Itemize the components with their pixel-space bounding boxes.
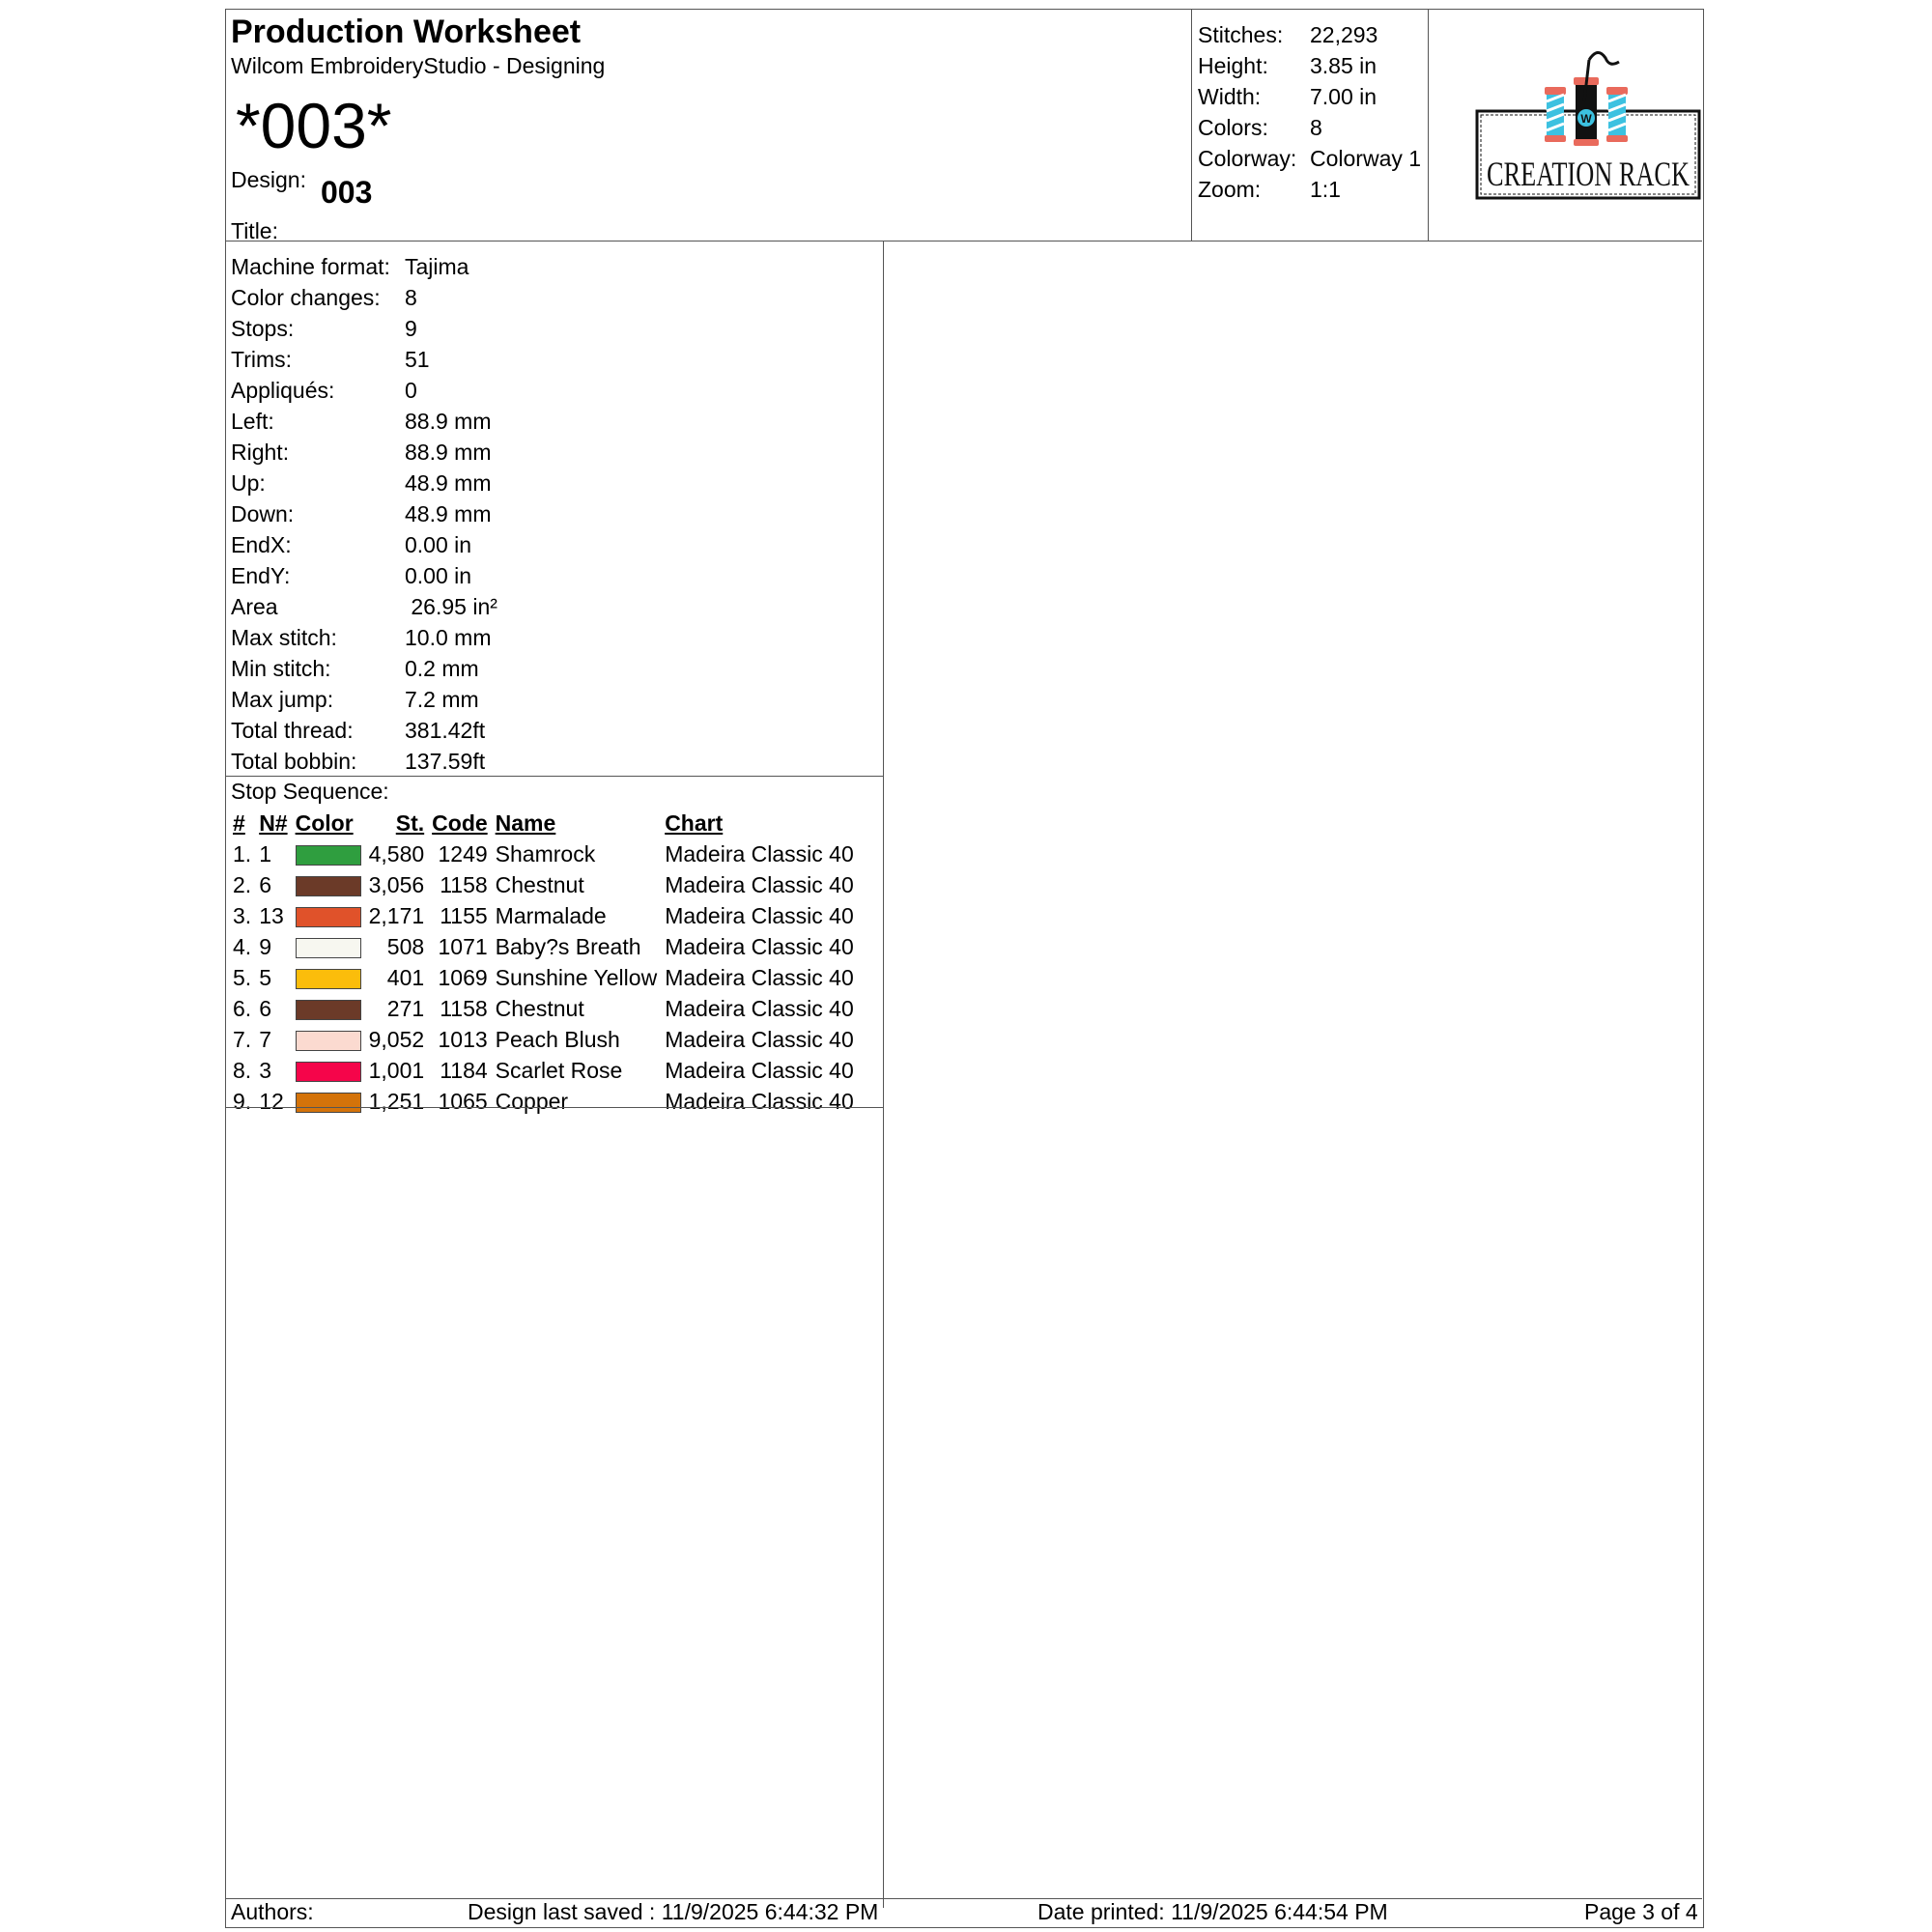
stat-value: 7.00 in (1310, 84, 1378, 109)
info-row (231, 529, 497, 560)
info-row (231, 406, 497, 437)
table-row (229, 993, 858, 1024)
header-divider-right (1428, 10, 1429, 241)
cell-color (292, 1024, 365, 1055)
color-swatch (296, 969, 361, 989)
cell-stitches: 9,052 (368, 1026, 425, 1052)
info-bottom-rule (226, 776, 884, 777)
table-row (229, 1024, 858, 1055)
info-row (231, 313, 497, 344)
cell-num: 6. (233, 995, 252, 1021)
cell-name: Baby?s Breath (495, 933, 641, 959)
cell-needle: 6 (259, 871, 271, 897)
info-value: 7.2 mm (405, 687, 479, 712)
color-swatch (296, 1031, 361, 1051)
col-header-stitches: St. (395, 810, 425, 836)
col-header-name: Name (495, 810, 556, 836)
info-label: Color changes: (231, 285, 381, 310)
stat-row (1198, 50, 1421, 81)
cell-chart: Madeira Classic 40 (665, 840, 854, 867)
info-row (231, 684, 497, 715)
cell-stitches: 3,056 (368, 871, 425, 897)
info-row (231, 560, 497, 591)
needle-thread-icon (1589, 52, 1619, 64)
info-label: Up: (231, 470, 266, 496)
cell-name: Copper (495, 1088, 569, 1114)
stat-row (1198, 143, 1421, 174)
cell-num: 5. (233, 964, 252, 990)
footer-top-rule (226, 1898, 1702, 1899)
cell-color (292, 962, 365, 993)
stop-sequence-table (229, 808, 858, 1117)
info-label: Trims: (231, 347, 293, 372)
info-label: EndY: (231, 563, 291, 588)
design-value: 003 (321, 175, 373, 210)
info-label: Machine format: (231, 254, 390, 279)
stat-label: Zoom: (1198, 177, 1262, 202)
info-row (231, 715, 497, 746)
logo-wordmark: CREATION RACK (1487, 155, 1690, 193)
stat-value: 3.85 in (1310, 53, 1378, 78)
table-header-row (229, 808, 858, 838)
stat-value: 1:1 (1310, 177, 1341, 202)
info-label: Stops: (231, 316, 295, 341)
table-row (229, 869, 858, 900)
info-value: 0.2 mm (405, 656, 479, 681)
cell-num: 4. (233, 933, 252, 959)
worksheet-page (225, 9, 1704, 1928)
info-row (231, 437, 497, 468)
info-row (231, 746, 497, 777)
table-row (229, 1086, 858, 1117)
cell-needle: 5 (259, 964, 271, 990)
stat-row (1198, 19, 1421, 50)
table-row (229, 900, 858, 931)
title-label: Title: (231, 218, 278, 243)
cell-chart: Madeira Classic 40 (665, 933, 854, 959)
machine-info (231, 251, 497, 777)
stat-label: Width: (1198, 84, 1262, 109)
cell-chart: Madeira Classic 40 (665, 1057, 854, 1083)
info-value: 10.0 mm (405, 625, 492, 650)
info-label: Total bobbin: (231, 749, 357, 774)
col-header-chart: Chart (665, 810, 724, 836)
cell-num: 1. (233, 840, 252, 867)
cell-color (292, 993, 365, 1024)
info-label: Down: (231, 501, 295, 526)
cell-stitches: 508 (386, 933, 425, 959)
info-label: Min stitch: (231, 656, 331, 681)
cell-code: 1249 (438, 840, 488, 867)
color-swatch (296, 876, 361, 896)
spool-left-icon (1545, 87, 1566, 142)
stat-row (1198, 174, 1421, 205)
info-value: 48.9 mm (405, 501, 492, 526)
footer-last-saved: Design last saved : 11/9/2025 6:44:32 PM (468, 1899, 879, 1924)
info-value: 137.59ft (405, 749, 486, 774)
info-value: Tajima (405, 254, 469, 279)
cell-stitches: 271 (386, 995, 425, 1021)
info-value: 0 (405, 378, 417, 403)
info-label: Total thread: (231, 718, 354, 743)
cell-code: 1065 (438, 1088, 488, 1114)
info-row (231, 653, 497, 684)
info-value: 0.00 in (405, 532, 472, 557)
sequence-bottom-rule (226, 1107, 884, 1108)
info-value: 51 (405, 347, 430, 372)
cell-name: Scarlet Rose (495, 1057, 623, 1083)
color-swatch (296, 907, 361, 927)
cell-code: 1071 (438, 933, 488, 959)
cell-name: Chestnut (495, 995, 584, 1021)
cell-needle: 6 (259, 995, 271, 1021)
cell-num: 9. (233, 1088, 252, 1114)
info-label: Left: (231, 409, 274, 434)
info-row (231, 251, 497, 282)
cell-color (292, 931, 365, 962)
info-row (231, 375, 497, 406)
stat-label: Colorway: (1198, 146, 1297, 171)
stat-row (1198, 81, 1421, 112)
info-label: Area (231, 594, 278, 619)
stat-label: Height: (1198, 53, 1268, 78)
info-row (231, 591, 497, 622)
cell-needle: 7 (259, 1026, 271, 1052)
info-value: 9 (405, 316, 417, 341)
color-swatch (296, 845, 361, 866)
color-swatch (296, 938, 361, 958)
info-value: 0.00 in (405, 563, 472, 588)
stat-label: Stitches: (1198, 22, 1284, 47)
info-row (231, 344, 497, 375)
info-value: 48.9 mm (405, 470, 492, 496)
cell-color (292, 869, 365, 900)
info-value: 26.95 in² (405, 594, 497, 619)
cell-chart: Madeira Classic 40 (665, 1026, 854, 1052)
cell-code: 1158 (440, 871, 488, 897)
creation-rack-logo (1453, 48, 1907, 213)
cell-needle: 3 (259, 1057, 271, 1083)
cell-num: 3. (233, 902, 252, 928)
info-value: 88.9 mm (405, 409, 492, 434)
cell-color (292, 838, 365, 869)
col-header-color: Color (295, 810, 354, 836)
info-label: EndX: (231, 532, 292, 557)
design-name-large: *003* (236, 90, 392, 161)
cell-name: Peach Blush (495, 1026, 620, 1052)
footer-page-number: Page 3 of 4 (1584, 1899, 1698, 1924)
column-divider (883, 241, 884, 1908)
cell-num: 2. (233, 871, 252, 897)
cell-needle: 9 (259, 933, 271, 959)
cell-color (292, 1086, 365, 1117)
cell-needle: 13 (259, 902, 284, 928)
footer-authors: Authors: (231, 1899, 314, 1924)
cell-code: 1158 (440, 995, 488, 1021)
cell-num: 7. (233, 1026, 252, 1052)
cell-chart: Madeira Classic 40 (665, 902, 854, 928)
header-divider-left (1191, 10, 1192, 241)
cell-needle: 12 (259, 1088, 284, 1114)
cell-code: 1069 (438, 964, 488, 990)
info-row (231, 468, 497, 498)
stat-row (1198, 112, 1421, 143)
info-row (231, 282, 497, 313)
color-swatch (296, 1000, 361, 1020)
col-header-needle: N# (259, 810, 288, 836)
info-value: 88.9 mm (405, 440, 492, 465)
info-label: Max jump: (231, 687, 334, 712)
info-label: Appliqués: (231, 378, 335, 403)
page-subtitle: Wilcom EmbroideryStudio - Designing (231, 53, 606, 78)
cell-name: Marmalade (495, 902, 607, 928)
table-row (229, 931, 858, 962)
cell-chart: Madeira Classic 40 (665, 964, 854, 990)
cell-code: 1184 (440, 1057, 488, 1083)
logo-badge-text: W (1580, 112, 1592, 126)
cell-color (292, 1055, 365, 1086)
cell-chart: Madeira Classic 40 (665, 871, 854, 897)
info-label: Max stitch: (231, 625, 337, 650)
cell-stitches: 401 (386, 964, 425, 990)
table-row (229, 838, 858, 869)
header-bottom-rule (226, 241, 1702, 242)
stat-value: 22,293 (1310, 22, 1378, 47)
cell-code: 1155 (440, 902, 488, 928)
info-row (231, 622, 497, 653)
stat-label: Colors: (1198, 115, 1268, 140)
cell-chart: Madeira Classic 40 (665, 1088, 854, 1114)
info-label: Right: (231, 440, 290, 465)
design-stats (1198, 19, 1421, 205)
cell-stitches: 2,171 (368, 902, 425, 928)
col-header-num: # (233, 810, 245, 836)
cell-stitches: 1,001 (368, 1057, 425, 1083)
col-header-code: Code (432, 810, 488, 836)
cell-stitches: 1,251 (368, 1088, 425, 1114)
table-row (229, 1055, 858, 1086)
cell-needle: 1 (259, 840, 271, 867)
cell-num: 8. (233, 1057, 252, 1083)
color-swatch (296, 1093, 361, 1113)
color-swatch (296, 1062, 361, 1082)
info-value: 8 (405, 285, 417, 310)
stat-value: Colorway 1 (1310, 146, 1422, 171)
info-row (231, 498, 497, 529)
info-value: 381.42ft (405, 718, 486, 743)
cell-color (292, 900, 365, 931)
cell-code: 1013 (438, 1026, 488, 1052)
cell-stitches: 4,580 (368, 840, 425, 867)
table-row (229, 962, 858, 993)
cell-name: Sunshine Yellow (495, 964, 658, 990)
stat-value: 8 (1310, 115, 1322, 140)
design-label: Design: (231, 167, 306, 192)
stop-sequence-title: Stop Sequence: (231, 779, 389, 804)
page-title: Production Worksheet (231, 14, 582, 50)
cell-name: Shamrock (495, 840, 596, 867)
spool-right-icon (1606, 87, 1628, 142)
cell-chart: Madeira Classic 40 (665, 995, 854, 1021)
footer-date-printed: Date printed: 11/9/2025 6:44:54 PM (1037, 1899, 1388, 1924)
cell-name: Chestnut (495, 871, 584, 897)
